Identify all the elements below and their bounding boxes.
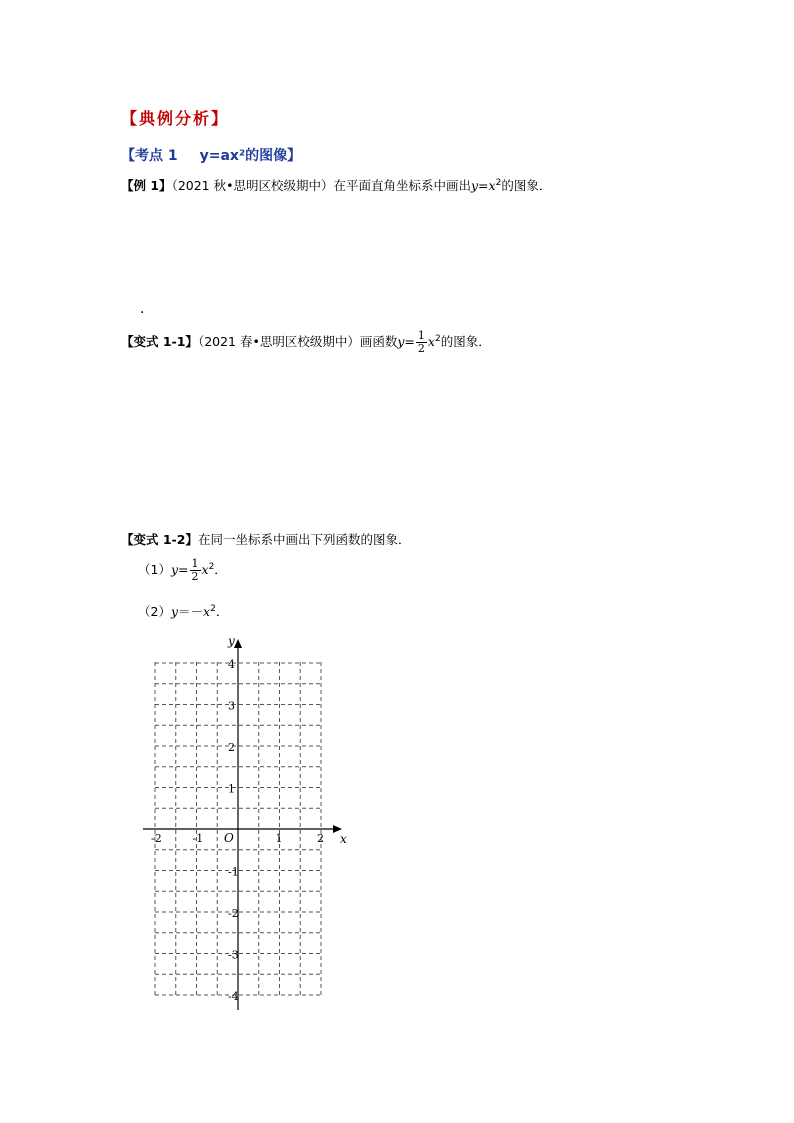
fraction-denominator: 2 xyxy=(191,570,199,583)
topic-label: 【考点 1 xyxy=(121,148,178,164)
variant-1-1-x: x xyxy=(427,334,435,349)
y-tick-label: -2 xyxy=(228,907,239,920)
y-tick-label: 3 xyxy=(228,699,235,713)
x-tick-label: 1 xyxy=(275,832,283,845)
item-1-end: ． xyxy=(214,562,227,577)
fraction-denominator: 2 xyxy=(417,342,425,355)
y-tick-label: 2 xyxy=(228,741,235,754)
item-2-x: x xyxy=(203,604,211,619)
example-1-tail: 的图象． xyxy=(501,178,552,193)
section-title: 【典例分析】 xyxy=(121,109,230,128)
variant-1-2-text: 在同一坐标系中画出下列函数的图象． xyxy=(197,532,411,547)
fraction-numerator: 1 xyxy=(417,329,425,342)
example-1-y: y xyxy=(470,178,479,193)
variant-1-1-tail: 的图象． xyxy=(440,334,491,349)
example-1-eq: = xyxy=(478,178,489,193)
y-axis-arrow xyxy=(234,639,242,648)
item-2-eq: ＝－ xyxy=(178,604,204,619)
x-axis-label: x xyxy=(340,832,347,846)
fraction-numerator: 1 xyxy=(191,557,199,570)
variant-1-1-eq: = xyxy=(404,334,415,349)
x-tick-label: -2 xyxy=(151,832,162,845)
item-1-num: （1） xyxy=(138,562,171,577)
y-tick-label: 4 xyxy=(228,658,235,671)
example-1-exp: 2 xyxy=(495,177,502,188)
example-1-source: （2021 秋•思明区校级期中）在平面直角坐标系中画出 xyxy=(171,178,471,193)
item-1-eq: = xyxy=(178,562,189,577)
y-tick-label: -4 xyxy=(228,990,239,1003)
item-1-x: x xyxy=(201,562,209,577)
x-tick-label: -1 xyxy=(192,832,204,845)
item-1-exp: 2 xyxy=(208,561,215,572)
example-1-label: 【例 1】 xyxy=(121,178,172,193)
item-1-y: y xyxy=(170,562,179,577)
y-tick-label: 1 xyxy=(228,782,235,796)
item-2-exp: 2 xyxy=(210,603,216,614)
variant-1-1-label: 【变式 1-1】 xyxy=(121,334,198,349)
item-2-y: y xyxy=(170,604,179,619)
y-tick-label: -1 xyxy=(228,865,239,879)
y-axis-label: y xyxy=(228,634,235,648)
variant-1-1-y: y xyxy=(397,334,405,349)
item-2-num: （2） xyxy=(138,604,171,619)
x-tick-label: 2 xyxy=(317,832,324,845)
trailing-mark: ． xyxy=(140,301,154,317)
origin-label: O xyxy=(224,831,234,845)
item-2-end: ． xyxy=(215,604,229,619)
variant-1-1-source: （2021 春•思明区校级期中）画函数 xyxy=(197,334,398,349)
variant-1-2-label: 【变式 1-2】 xyxy=(121,532,198,547)
y-tick-label: -3 xyxy=(228,948,239,962)
topic-name: y=ax²的图像】 xyxy=(199,148,302,164)
example-1-x: x xyxy=(488,178,496,193)
variant-1-1-exp: 2 xyxy=(434,333,441,344)
